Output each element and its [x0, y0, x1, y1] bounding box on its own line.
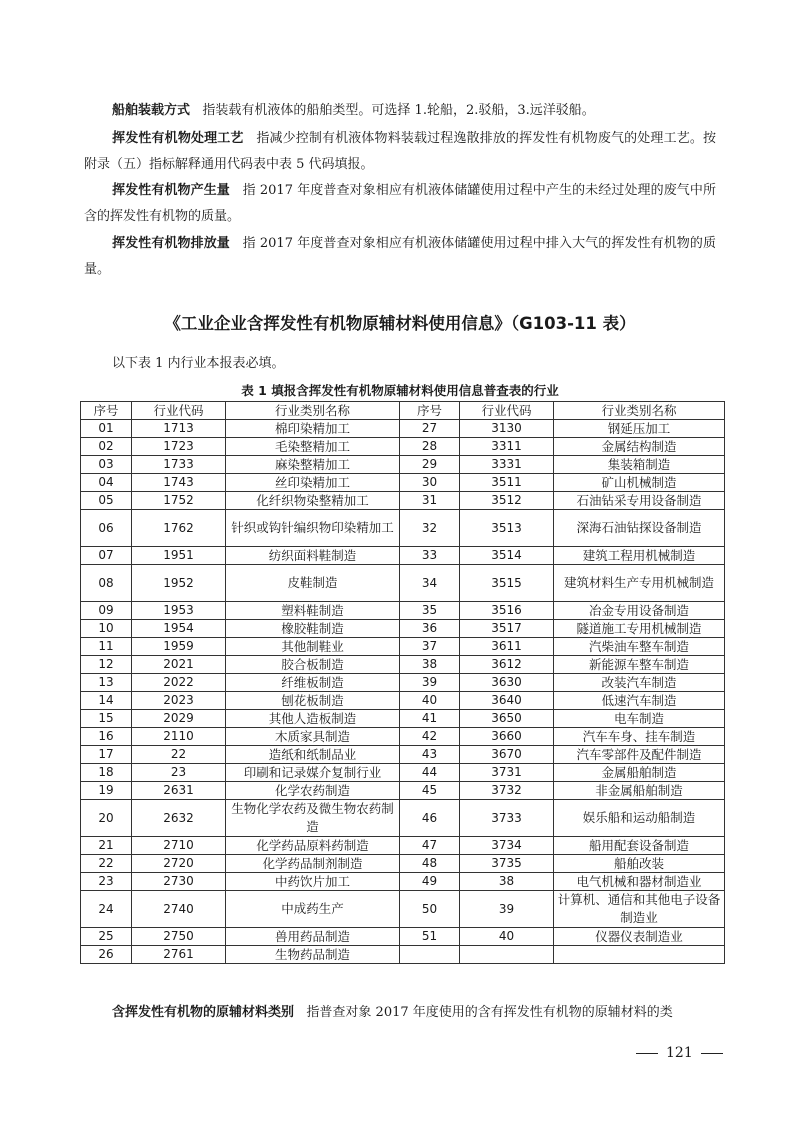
cell-name: 金属结构制造: [554, 438, 725, 456]
header-name-right: 行业类别名称: [554, 402, 725, 420]
cell-seq: 28: [400, 438, 460, 456]
cell-seq: 20: [81, 800, 132, 837]
cell-code: 3734: [460, 837, 554, 855]
cell-seq: 37: [400, 638, 460, 656]
cell-seq: 08: [81, 565, 132, 602]
section-title: 《工业企业含挥发性有机物原辅材料使用信息》（G103-11 表）: [164, 314, 636, 333]
table-row: [81, 474, 725, 492]
table-row: [81, 746, 725, 764]
cell-seq: 21: [81, 837, 132, 855]
cell-name: 汽车车身、挂车制造: [554, 728, 725, 746]
cell-name: 造纸和纸制品业: [226, 746, 400, 764]
cell-seq: 32: [400, 510, 460, 547]
table-caption: 表 1 填报含挥发性有机物原辅材料使用信息普查表的行业: [241, 383, 559, 398]
cell-code: 2720: [132, 855, 226, 873]
cell-seq: 05: [81, 492, 132, 510]
table-row: [81, 764, 725, 782]
cell-seq: 11: [81, 638, 132, 656]
cell-seq: [400, 946, 460, 964]
intro-text: 以下表 1 内行业本报表必填。: [112, 356, 285, 371]
table-row: [81, 638, 725, 656]
cell-name: 计算机、通信和其他电子设备制造业: [554, 891, 725, 928]
cell-name: 娱乐船和运动船制造: [554, 800, 725, 837]
term-voc-emission: 挥发性有机物排放量: [112, 236, 230, 251]
header-name-left: 行业类别名称: [226, 402, 400, 420]
cell-name: 电车制造: [554, 710, 725, 728]
cell-code: 3517: [460, 620, 554, 638]
cell-seq: 51: [400, 928, 460, 946]
header-code-right: 行业代码: [460, 402, 554, 420]
table-row: [81, 692, 725, 710]
cell-code: 3516: [460, 602, 554, 620]
cell-name: 中成药生产: [226, 891, 400, 928]
cell-seq: 50: [400, 891, 460, 928]
cell-seq: 49: [400, 873, 460, 891]
cell-name: 针织或钩针编织物印染精加工: [226, 510, 400, 547]
cell-name: 电气机械和器材制造业: [554, 873, 725, 891]
cell-code: 3732: [460, 782, 554, 800]
cell-name: 木质家具制造: [226, 728, 400, 746]
cell-seq: 36: [400, 620, 460, 638]
table-row: [81, 547, 725, 565]
cell-code: 1733: [132, 456, 226, 474]
table-row: [81, 510, 725, 547]
cell-name: 中药饮片加工: [226, 873, 400, 891]
cell-name: 印刷和记录媒介复制行业: [226, 764, 400, 782]
cell-name: 金属船舶制造: [554, 764, 725, 782]
cell-seq: 25: [81, 928, 132, 946]
table-row: [81, 728, 725, 746]
cell-name: 橡胶鞋制造: [226, 620, 400, 638]
table-row: [81, 710, 725, 728]
cell-name: 生物药品制造: [226, 946, 400, 964]
cell-seq: 22: [81, 855, 132, 873]
cell-seq: 42: [400, 728, 460, 746]
cell-seq: 14: [81, 692, 132, 710]
para-voc-emission: [84, 231, 716, 283]
cell-code: 3512: [460, 492, 554, 510]
cell-seq: 40: [400, 692, 460, 710]
header-seq-left: 序号: [81, 402, 132, 420]
cell-name: 新能源车整车制造: [554, 656, 725, 674]
cell-code: 2021: [132, 656, 226, 674]
cell-code: 1954: [132, 620, 226, 638]
cell-seq: 07: [81, 547, 132, 565]
cell-seq: 10: [81, 620, 132, 638]
cell-code: 1723: [132, 438, 226, 456]
cell-seq: 47: [400, 837, 460, 855]
cell-seq: 46: [400, 800, 460, 837]
cell-name: 化学农药制造: [226, 782, 400, 800]
cell-code: 3640: [460, 692, 554, 710]
term-voc-process: 挥发性有机物处理工艺: [112, 131, 244, 146]
cell-name: 建筑材料生产专用机械制造: [554, 565, 725, 602]
cell-name: 胶合板制造: [226, 656, 400, 674]
term-ship-loading: 船舶装载方式: [112, 103, 191, 118]
para-voc-generation: [84, 178, 716, 230]
table-row: [81, 656, 725, 674]
cell-code: 1952: [132, 565, 226, 602]
table-row: [81, 620, 725, 638]
cell-name: 改装汽车制造: [554, 674, 725, 692]
table-row: [81, 492, 725, 510]
cell-code: 22: [132, 746, 226, 764]
page-number: [628, 1045, 731, 1061]
cell-seq: 30: [400, 474, 460, 492]
cell-code: 39: [460, 891, 554, 928]
cell-code: 2710: [132, 837, 226, 855]
cell-name: 其他人造板制造: [226, 710, 400, 728]
table-row: [81, 891, 725, 928]
text-voc-emission: 指 2017 年度普查对象相应有机液体储罐使用过程中排入大气的挥发性有机物的质量。: [84, 236, 716, 277]
cell-seq: 15: [81, 710, 132, 728]
cell-seq: 03: [81, 456, 132, 474]
cell-name: 麻染整精加工: [226, 456, 400, 474]
cell-seq: 26: [81, 946, 132, 964]
cell-code: 40: [460, 928, 554, 946]
cell-seq: 16: [81, 728, 132, 746]
cell-name: 非金属船舶制造: [554, 782, 725, 800]
cell-code: 3311: [460, 438, 554, 456]
cell-seq: 01: [81, 420, 132, 438]
table-row: [81, 800, 725, 837]
table-row: [81, 674, 725, 692]
table-row: [81, 438, 725, 456]
cell-name: 生物化学农药及微生物农药制造: [226, 800, 400, 837]
cell-code: 3511: [460, 474, 554, 492]
cell-code: 1762: [132, 510, 226, 547]
cell-name: 兽用药品制造: [226, 928, 400, 946]
cell-code: 3731: [460, 764, 554, 782]
cell-seq: 48: [400, 855, 460, 873]
cell-code: 2740: [132, 891, 226, 928]
term-material-category: 含挥发性有机物的原辅材料类别: [112, 1005, 295, 1020]
cell-name: 化学药品制剂制造: [226, 855, 400, 873]
cell-seq: 43: [400, 746, 460, 764]
header-seq-right: 序号: [400, 402, 460, 420]
cell-code: 1752: [132, 492, 226, 510]
page-dash-left: [636, 1053, 658, 1054]
text-ship-loading: 指装载有机液体的船舶类型。可选择 1.轮船，2.驳船，3.远洋驳船。: [202, 103, 595, 118]
cell-code: [460, 946, 554, 964]
cell-seq: 02: [81, 438, 132, 456]
cell-code: 2110: [132, 728, 226, 746]
cell-name: 化纤织物染整精加工: [226, 492, 400, 510]
text-material-category: 指普查对象 2017 年度使用的含有挥发性有机物的原辅材料的类: [306, 1005, 673, 1020]
cell-name: 建筑工程用机械制造: [554, 547, 725, 565]
cell-name: 钢延压加工: [554, 420, 725, 438]
cell-code: 2730: [132, 873, 226, 891]
cell-seq: 33: [400, 547, 460, 565]
cell-name: 棉印染精加工: [226, 420, 400, 438]
cell-name: 深海石油钻探设备制造: [554, 510, 725, 547]
cell-code: 23: [132, 764, 226, 782]
cell-code: 3514: [460, 547, 554, 565]
cell-code: 3331: [460, 456, 554, 474]
cell-seq: 31: [400, 492, 460, 510]
cell-name: 纺织面料鞋制造: [226, 547, 400, 565]
cell-seq: 04: [81, 474, 132, 492]
cell-code: 3733: [460, 800, 554, 837]
page-dash-right: [701, 1053, 723, 1054]
text-voc-generation: 指 2017 年度普查对象相应有机液体储罐使用过程中产生的未经过处理的废气中所含的挥发性有机物的质量。: [84, 183, 716, 224]
cell-code: 2029: [132, 710, 226, 728]
cell-name: 纤维板制造: [226, 674, 400, 692]
table-row: [81, 782, 725, 800]
cell-name: 化学药品原料药制造: [226, 837, 400, 855]
cell-code: 2023: [132, 692, 226, 710]
cell-seq: 18: [81, 764, 132, 782]
cell-code: 3670: [460, 746, 554, 764]
cell-seq: 17: [81, 746, 132, 764]
cell-name: 皮鞋制造: [226, 565, 400, 602]
table-row: [81, 855, 725, 873]
cell-seq: 12: [81, 656, 132, 674]
cell-name: 集装箱制造: [554, 456, 725, 474]
cell-seq: 24: [81, 891, 132, 928]
table-row: [81, 602, 725, 620]
cell-name: 低速汽车制造: [554, 692, 725, 710]
cell-code: 1959: [132, 638, 226, 656]
cell-code: 3130: [460, 420, 554, 438]
cell-name: 船用配套设备制造: [554, 837, 725, 855]
table-row: [81, 873, 725, 891]
cell-code: 3660: [460, 728, 554, 746]
cell-seq: 13: [81, 674, 132, 692]
cell-seq: 41: [400, 710, 460, 728]
cell-code: 3630: [460, 674, 554, 692]
cell-code: 3513: [460, 510, 554, 547]
table-row: [81, 946, 725, 964]
cell-seq: 38: [400, 656, 460, 674]
text-voc-process: 指减少控制有机液体物料装载过程逸散排放的挥发性有机物废气的处理工艺。按附录（五）指标解释通用代码表中表 5 代码填报。: [84, 131, 716, 172]
cell-code: 2631: [132, 782, 226, 800]
cell-seq: 19: [81, 782, 132, 800]
table-row: [81, 420, 725, 438]
cell-name: 隧道施工专用机械制造: [554, 620, 725, 638]
cell-code: 1953: [132, 602, 226, 620]
cell-name: 仪器仪表制造业: [554, 928, 725, 946]
cell-code: 2022: [132, 674, 226, 692]
table-row: [81, 837, 725, 855]
cell-name: [554, 946, 725, 964]
cell-name: 汽柴油车整车制造: [554, 638, 725, 656]
cell-seq: 06: [81, 510, 132, 547]
cell-code: 1743: [132, 474, 226, 492]
para-voc-process: [84, 126, 716, 178]
industry-table: [80, 401, 725, 964]
cell-seq: 34: [400, 565, 460, 602]
cell-name: 冶金专用设备制造: [554, 602, 725, 620]
cell-name: 船舶改装: [554, 855, 725, 873]
cell-name: 塑料鞋制造: [226, 602, 400, 620]
cell-name: 丝印染精加工: [226, 474, 400, 492]
cell-name: 刨花板制造: [226, 692, 400, 710]
cell-code: 2632: [132, 800, 226, 837]
table-row: [81, 456, 725, 474]
para-ship-loading: [84, 98, 716, 124]
table-row: [81, 565, 725, 602]
cell-code: 3612: [460, 656, 554, 674]
cell-seq: 44: [400, 764, 460, 782]
cell-seq: 45: [400, 782, 460, 800]
cell-seq: 27: [400, 420, 460, 438]
cell-name: 石油钻采专用设备制造: [554, 492, 725, 510]
cell-seq: 29: [400, 456, 460, 474]
cell-code: 3735: [460, 855, 554, 873]
cell-name: 其他制鞋业: [226, 638, 400, 656]
cell-name: 矿山机械制造: [554, 474, 725, 492]
cell-code: 3650: [460, 710, 554, 728]
cell-seq: 35: [400, 602, 460, 620]
cell-code: 3611: [460, 638, 554, 656]
table-header-row: [81, 402, 725, 420]
cell-seq: 39: [400, 674, 460, 692]
cell-name: 汽车零部件及配件制造: [554, 746, 725, 764]
header-code-left: 行业代码: [132, 402, 226, 420]
table-row: [81, 928, 725, 946]
cell-code: 2750: [132, 928, 226, 946]
cell-code: 1713: [132, 420, 226, 438]
cell-seq: 09: [81, 602, 132, 620]
cell-code: 3515: [460, 565, 554, 602]
cell-seq: 23: [81, 873, 132, 891]
term-voc-generation: 挥发性有机物产生量: [112, 183, 230, 198]
cell-code: 1951: [132, 547, 226, 565]
cell-code: 2761: [132, 946, 226, 964]
page-number-value: 121: [666, 1045, 693, 1061]
cell-name: 毛染整精加工: [226, 438, 400, 456]
cell-code: 38: [460, 873, 554, 891]
para-material-category: [84, 1000, 716, 1026]
